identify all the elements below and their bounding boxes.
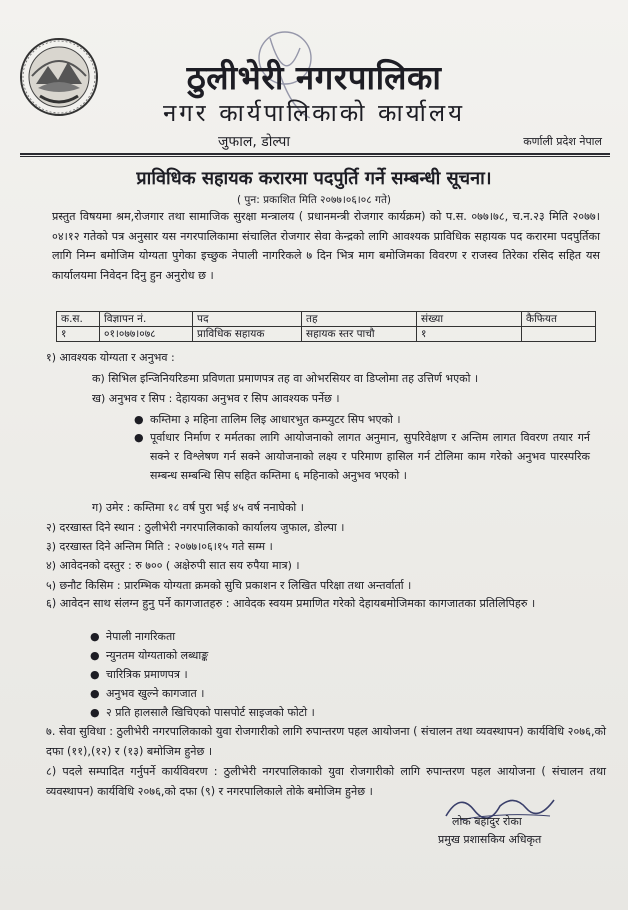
intro-paragraph: प्रस्तुत विषयमा श्रम,रोजगार तथा सामाजिक सुरक्षा मन्त्रालय ( प्रधानमन्त्री रोजगार कार्यक्रम) को प.स. ०७७।७८, च.न.२३ मिति २०७७।०४।१२ गतेको पत्र अनुसार यस नगरपालिकामा संचालित रोजगार सेवा केन्द्रको लागि आवश्यक प्राविधिक सहायक पद करारमा पदपुर्तिका लागि निम्न बमोजिम योग्यता पुगेका इच्छुक नेपाली नागरिकले ७ दिन भित्र माग बमोजिमका विवरण र राजस्व तिरेका रसिद सहित यस कार्यालयमा निवेदन दिनु हुन अनुरोध छ । <box>52 210 600 282</box>
apply-place: २) दरखास्त दिने स्थान : ठुलीभेरी नगरपालिकाको कार्यालय जुफाल, डोल्पा । <box>46 521 345 534</box>
selection-method: ५) छनौट किसिम : प्रारम्भिक योग्यता क्रमको सुचि प्रकाशन र लिखित परिक्षा तथा अन्तर्वार्ता । <box>46 579 412 592</box>
header-rule <box>20 153 610 155</box>
province-label: कर्णाली प्रदेश नेपाल <box>523 135 602 148</box>
col-count: संख्या <box>417 312 522 327</box>
col-sn: क.स. <box>57 312 100 327</box>
list-item: ● २ प्रति हालसालै खिचिएको पासपोर्ट साइजको फोटो । <box>90 706 315 719</box>
req-experience: ख) अनुभव र सिप : देहायका अनुभव र सिप आवश्यक पर्नेछ । <box>92 392 340 405</box>
list-item: ● नेपाली नागरिकता <box>90 630 176 643</box>
facility-clause: ७. सेवा सुविधा : ठुलीभेरी नगरपालिकाको युवा रोजगारीको लागि रुपान्तरण पहल आयोजना ( संचालन तथा व्यवस्थापन) कार्यविधि २०७६,को दफा (११),(१२) र (१३) बमोजिम हुनेछ । <box>46 725 606 758</box>
req-education: क) सिभिल इन्जिनियरिङमा प्रविणता प्रमाणपत्र तह वा ओभरसियर वा डिप्लोमा तह उत्तिर्ण भएको । <box>92 372 479 385</box>
apply-deadline: ३) दरखास्त दिने अन्तिम मिति : २०७७।०६।१५ गते सम्म । <box>46 540 273 553</box>
header-rule-thin <box>20 156 610 157</box>
list-item: ● कम्तिमा ३ महिना तालिम लिइ आधारभुत कम्प्युटर सिप भएको । <box>134 413 401 426</box>
req-age: ग) उमेर : कम्तिमा १८ वर्ष पुरा भई ४५ वर्ष ननाघेको । <box>92 501 304 514</box>
table-header-row <box>57 312 596 327</box>
col-level: तह <box>302 312 417 327</box>
col-remarks: कैफियत <box>522 312 596 327</box>
list-item: ● अनुभव खुल्ने कागजात । <box>90 687 205 700</box>
docs-heading: ६) आवेदन साथ संलग्न हुनु पर्ने कागजातहरु : आवेदक स्वयम प्रमाणित गरेको देहायबमोजिमका कागजातका प्रतिलिपिहरु । <box>46 597 536 610</box>
list-item: ● पूर्वाधार निर्माण र मर्मतका लागि आयोजनाको लागत अनुमान, सुपरिवेक्षण र अन्तिम लागत विवरण तयार गर्न सक्ने र विश्लेषण गर्न सक्ने आयोजनाको लक्ष्य र परिमाण हासिल गर्न टोलिमा काम गरेको अनुभव पारस्परिक सम्बन्ध सम्बन्धि सिप सहित कम्तिमा ६ महिनाको अनुभव भएको । <box>134 431 590 482</box>
municipality-name: ठुलीभेरी नगरपालिका <box>186 58 442 97</box>
col-post: पद <box>193 312 302 327</box>
signatory-name: लोक बहादुर रोका <box>452 815 522 828</box>
duty-clause: ८) पदले सम्पादित गर्नुपर्ने कार्यविवरण : ठुलीभेरी नगरपालिकाको युवा रोजगारीको लागि रुपान्तरण पहल आयोजना ( संचालन तथा व्यवस्थापन) कार्यविधि २०७६,को दफा (९) र नगरपालिकाले तोके बमोजिम हुनेछ । <box>46 765 606 798</box>
office-name: नगर कार्यपालिकाको कार्यालय <box>162 99 466 127</box>
reprint-date: ( पुन: प्रकाशित मिति २०७७।०६।०८ गते) <box>236 194 392 206</box>
col-ad-no: विज्ञापन नं. <box>100 312 193 327</box>
req-heading: १) आवश्यक योग्यता र अनुभव : <box>46 351 175 364</box>
signatory-post: प्रमुख प्रशासकिय अधिकृत <box>438 833 542 846</box>
table-row: १ ०१।०७७।०७८ प्राविधिक सहायक सहायक स्तर पाचौ १ <box>57 327 596 342</box>
apply-fee: ४) आवेदनको दस्तुर : रु ७०० ( अक्षेरुपी सात सय रुपैया मात्र) । <box>46 559 300 572</box>
list-item: ● न्युनतम योग्यताको लब्धाङ्क <box>90 649 209 662</box>
notice-title: प्राविधिक सहायक करारमा पदपुर्ति गर्ने सम्बन्धी सूचना। <box>136 168 492 189</box>
list-item: ● चारित्रिक प्रमाणपत्र । <box>90 668 188 681</box>
office-location: जुफाल, डोल्पा <box>218 134 290 150</box>
vacancy-table <box>56 311 596 342</box>
